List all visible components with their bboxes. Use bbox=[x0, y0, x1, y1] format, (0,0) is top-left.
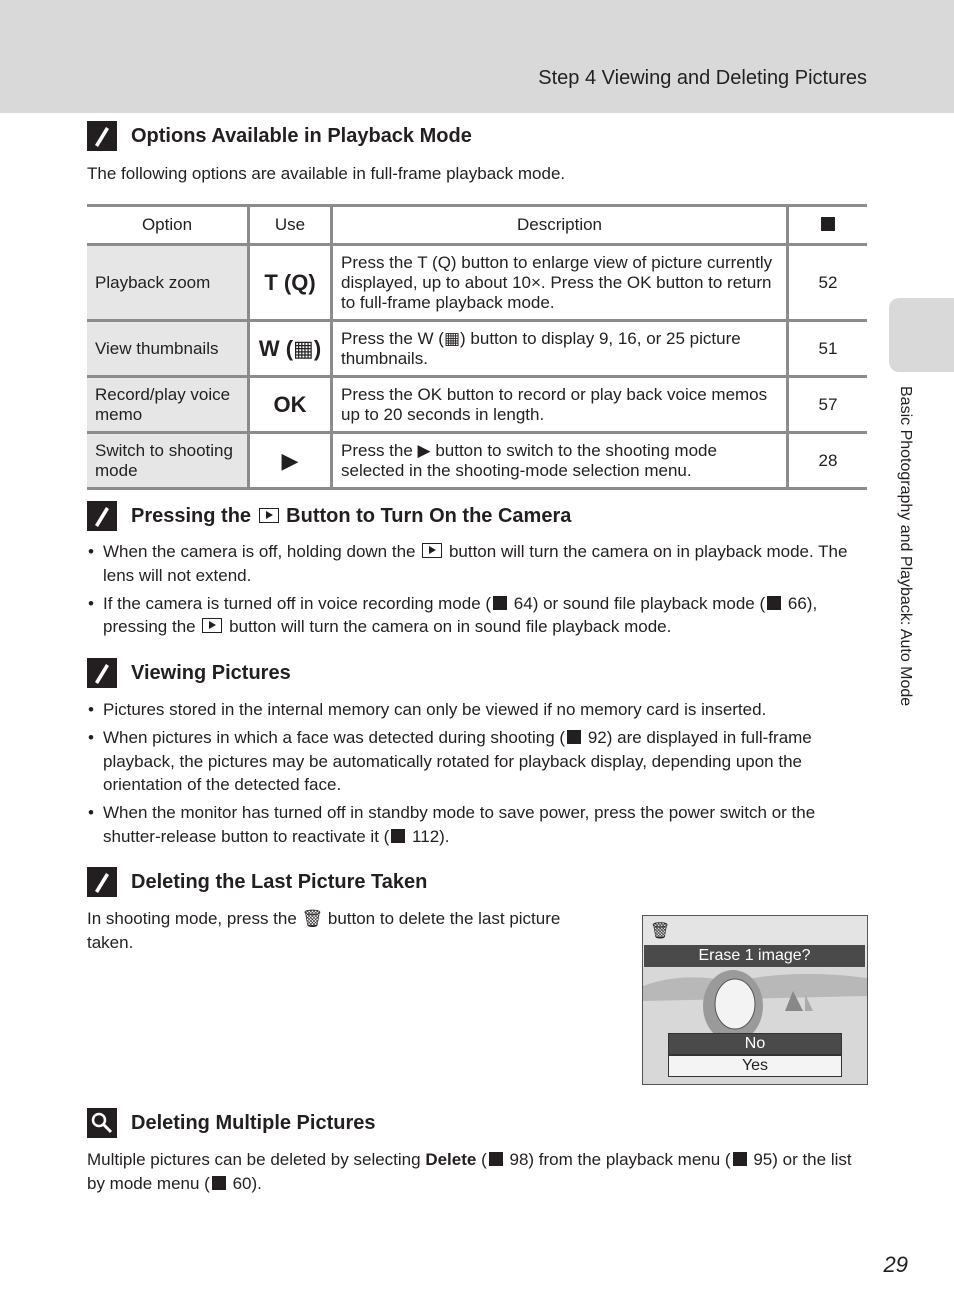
description-cell: Press the W (▦) button to display 9, 16, or 25 picture thumbnails. bbox=[332, 321, 788, 377]
section-title: Viewing Pictures bbox=[131, 661, 291, 684]
column-header-description: Description bbox=[332, 206, 788, 245]
page-ref-icon bbox=[733, 1152, 747, 1166]
note-icon bbox=[87, 658, 117, 688]
option-cell: Switch to shooting mode bbox=[87, 433, 249, 489]
use-cell: OK bbox=[249, 377, 332, 433]
side-tab-label: Basic Photography and Playback: Auto Mode bbox=[897, 386, 914, 707]
viewing-list bbox=[87, 698, 857, 853]
camera-screen-preview bbox=[642, 915, 868, 1085]
playback-icon bbox=[202, 618, 222, 633]
playback-icon bbox=[422, 543, 442, 558]
table-row bbox=[87, 245, 867, 321]
page-ref-icon bbox=[391, 829, 405, 843]
page-ref-icon bbox=[489, 1152, 503, 1166]
page-cell: 51 bbox=[788, 321, 868, 377]
description-cell: Press the ▶ button to switch to the shooting mode selected in the shooting-mode selection menu. bbox=[332, 433, 788, 489]
note-icon bbox=[87, 121, 117, 151]
column-header-option: Option bbox=[87, 206, 249, 245]
side-tab bbox=[889, 298, 954, 372]
pressing-heading bbox=[87, 501, 571, 531]
options-heading bbox=[87, 121, 472, 151]
tip-icon bbox=[87, 1108, 117, 1138]
page-ref-icon bbox=[212, 1176, 226, 1190]
option-cell: View thumbnails bbox=[87, 321, 249, 377]
option-cell: Playback zoom bbox=[87, 245, 249, 321]
page-cell: 28 bbox=[788, 433, 868, 489]
page-cell: 57 bbox=[788, 377, 868, 433]
list-item: • Pictures stored in the internal memory can only be viewed if no memory card is inserted. bbox=[87, 698, 857, 722]
options-intro: The following options are available in full-frame playback mode. bbox=[87, 164, 566, 183]
description-cell: Press the T (Q) button to enlarge view of picture currently displayed, up to about 10×. Press the OK button to return to full-frame playback mode. bbox=[332, 245, 788, 321]
trash-icon: 🗑 bbox=[650, 923, 671, 940]
viewing-heading bbox=[87, 658, 291, 688]
options-table bbox=[87, 204, 867, 490]
pressing-list bbox=[87, 540, 857, 643]
section-title: Pressing the Button to Turn On the Camera bbox=[131, 504, 572, 527]
deleting-multiple-text: Multiple pictures can be deleted by selecting Delete ( 98) from the playback menu ( 95) or the list by mode menu ( 60). bbox=[87, 1150, 852, 1193]
column-header-page-ref bbox=[788, 206, 868, 245]
option-cell: Record/play voice memo bbox=[87, 377, 249, 433]
table-row bbox=[87, 321, 867, 377]
use-cell: T (Q) bbox=[249, 245, 332, 321]
yes-option: Yes bbox=[668, 1055, 842, 1077]
list-item: • When the monitor has turned off in standby mode to save power, press the power switch or the shutter-release button to reactivate it ( 112). bbox=[87, 801, 857, 848]
list-item: • When the camera is off, holding down the button will turn the camera on in playback mode. The lens will not extend. bbox=[87, 540, 857, 587]
column-header-use: Use bbox=[249, 206, 332, 245]
erase-prompt: Erase 1 image? bbox=[644, 945, 865, 967]
playback-icon bbox=[259, 508, 279, 523]
list-item: • When pictures in which a face was detected during shooting ( 92) are displayed in full-frame playback, the pictures may be automatically rotated for playback display, depending upon the orientation of the detected face. bbox=[87, 726, 857, 797]
trash-icon: 🗑 bbox=[301, 909, 324, 928]
page-ref-icon bbox=[567, 730, 581, 744]
deleting-last-text: In shooting mode, press the 🗑 button to delete the last picture taken. bbox=[87, 909, 561, 952]
table-row bbox=[87, 433, 867, 489]
page-number: 29 bbox=[883, 1252, 908, 1277]
page-ref-icon bbox=[821, 217, 835, 231]
deleting-last-heading bbox=[87, 867, 427, 897]
table-header-row bbox=[87, 206, 867, 245]
page-cell: 52 bbox=[788, 245, 868, 321]
deleting-multiple-heading bbox=[87, 1108, 375, 1138]
description-cell: Press the OK button to record or play back voice memos up to 20 seconds in length. bbox=[332, 377, 788, 433]
page-header bbox=[0, 0, 954, 113]
note-icon bbox=[87, 501, 117, 531]
table-row bbox=[87, 377, 867, 433]
list-item: • If the camera is turned off in voice recording mode ( 64) or sound file playback mode ( 66), pressing the button will turn the camera on in sound file playback mode. bbox=[87, 592, 857, 639]
page-ref-icon bbox=[493, 596, 507, 610]
page-ref-icon bbox=[767, 596, 781, 610]
section-title: Deleting Multiple Pictures bbox=[131, 1111, 376, 1134]
use-cell: ▶ bbox=[249, 433, 332, 489]
note-icon bbox=[87, 867, 117, 897]
section-title: Deleting the Last Picture Taken bbox=[131, 870, 428, 893]
header-title: Step 4 Viewing and Deleting Pictures bbox=[538, 67, 867, 89]
use-cell: W (▦) bbox=[249, 321, 332, 377]
section-title: Options Available in Playback Mode bbox=[131, 124, 472, 147]
no-option: No bbox=[668, 1033, 842, 1055]
